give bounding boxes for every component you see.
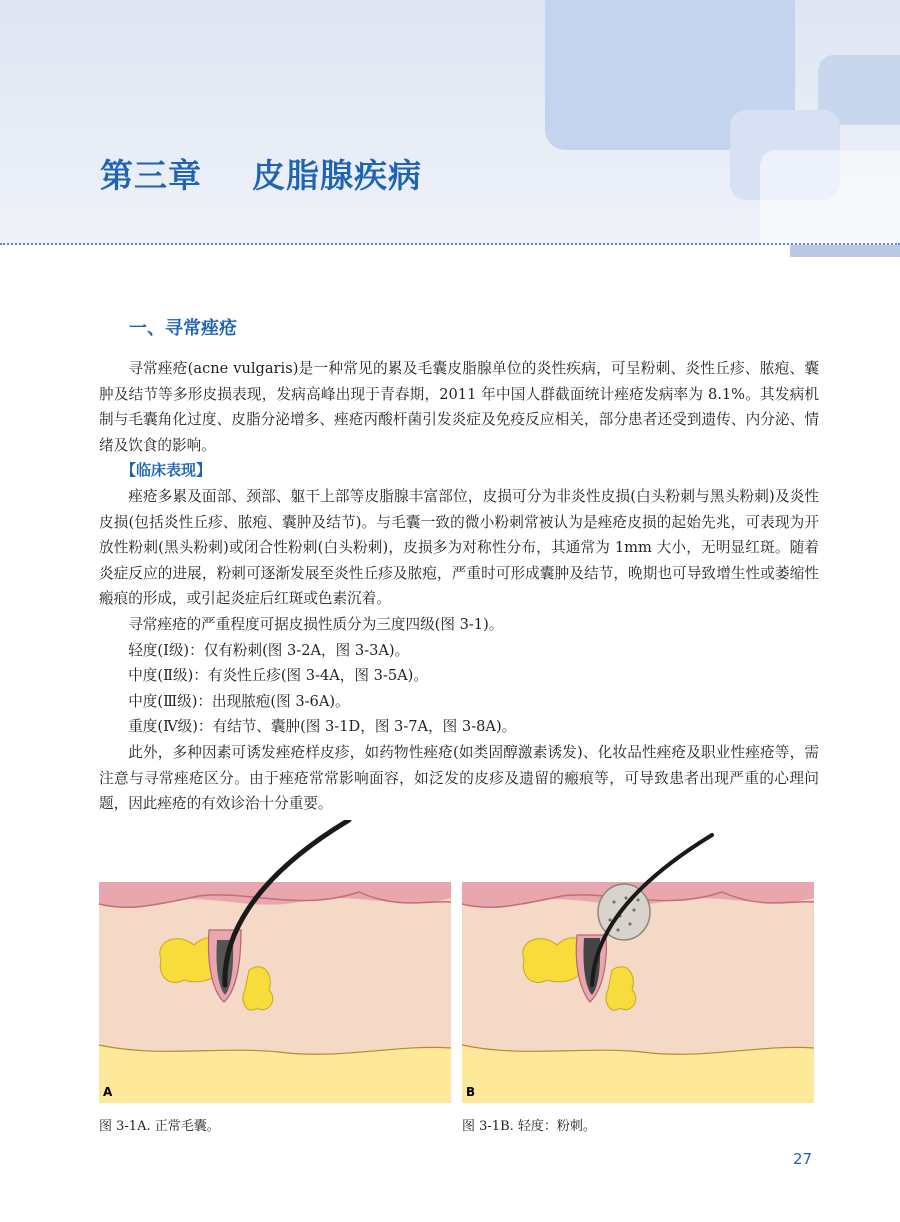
section-title: 一、寻常痤疮: [129, 318, 237, 339]
figure-normal-follicle: [99, 820, 451, 1103]
header-dotted-rule: [0, 243, 900, 245]
intro-paragraph: 寻常痤疮(acne vulgaris)是一种常见的累及毛囊皮脂腺单位的炎性疾病，可呈粉刺、炎性丘疹、脓疱、囊肿及结节等多形皮损表现，发病高峰出现于青春期，2011 年中国人群截面统计痤疮发病率为 8.1%。其发病机制与毛囊角化过度、皮脂分泌增多、痤疮丙酸杆菌引发炎症及免疫反应相关，部分患者还受到遗传、内分泌、情绪及饮食的影响。: [99, 360, 819, 454]
header-decoration: [760, 150, 900, 245]
figure-letter: B: [466, 1085, 476, 1099]
figure-comedone: [462, 820, 814, 1103]
chapter-title: 第三章 皮脂腺疾病: [100, 156, 422, 195]
grade-item: 轻度(Ⅰ级)：仅有粉刺(图 3-2A，图 3-3A)。: [128, 641, 410, 659]
page-number: 27: [793, 1150, 813, 1168]
clinical-paragraph: 痤疮多累及面部、颈部、躯干上部等皮脂腺丰富部位，皮损可分为非炎性皮损(白头粉刺与黑头粉刺)及炎性皮损(包括炎性丘疹、脓疱、囊肿及结节)。与毛囊一致的微小粉刺常被认为是痤疮皮损的起始先兆，可表现为开放性粉刺(黑头粉刺)或闭合性粉刺(白头粉刺)，皮损多为对称性分布，其通常为 1mm 大小，无明显红斑。随着炎症反应的进展，粉刺可逐渐发展至炎性丘疹及脓疱，严重时可形成囊肿及结节，晚期也可导致增生性或萎缩性瘢痕的形成，或引起炎症后红斑或色素沉着。: [99, 487, 819, 608]
header-accent-bar: [790, 245, 900, 257]
main-content: [99, 314, 819, 817]
severity-intro: 寻常痤疮的严重程度可据皮损性质分为三度四级(图 3-1)。: [128, 615, 504, 633]
follicle-illustration: [99, 820, 451, 1103]
comedone-illustration: [462, 820, 814, 1103]
figure-caption: 图 3-1B. 轻度：粉刺。: [462, 1119, 596, 1134]
grade-item: 中度(Ⅱ级)：有炎性丘疹(图 3-4A，图 3-5A)。: [128, 667, 428, 685]
grade-item: 重度(Ⅳ级)：有结节、囊肿(图 3-1D，图 3-7A，图 3-8A)。: [128, 718, 517, 736]
closing-paragraph: 此外，多种因素可诱发痤疮样皮疹，如药物性痤疮(如类固醇激素诱发)、化妆品性痤疮及职业性痤疮等，需注意与寻常痤疮区分。由于痤疮常常影响面容，如泛发的皮疹及遗留的瘢痕等，可导致患者出现严重的心理问题，因此痤疮的有效诊治十分重要。: [99, 743, 819, 813]
figure-letter: A: [103, 1085, 113, 1099]
grade-item: 中度(Ⅲ级)：出现脓疱(图 3-6A)。: [128, 692, 350, 710]
clinical-heading: 【临床表现】: [121, 461, 212, 480]
figure-caption: 图 3-1A. 正常毛囊。: [99, 1119, 220, 1134]
